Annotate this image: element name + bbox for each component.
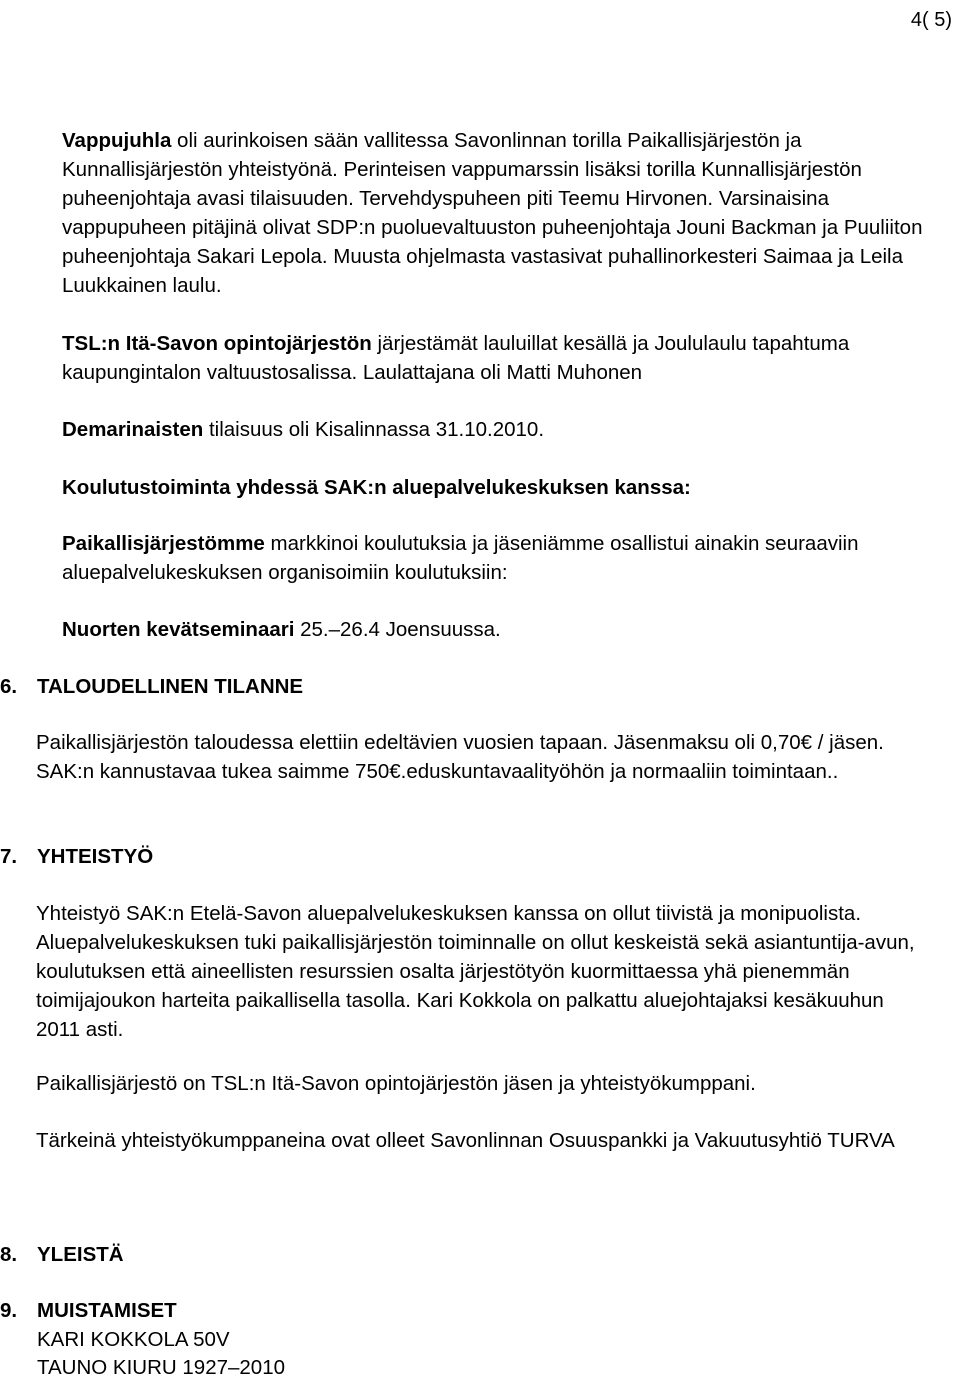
paragraph-kumppanit: Tärkeinä yhteistyökumppaneina ovat olleet Savonlinnan Osuuspankki ja Vakuutusyhtiö TURVA — [36, 1129, 895, 1152]
paragraph-bold-lead: Vappujuhla — [62, 129, 172, 152]
section-heading-9 — [0, 1297, 177, 1325]
paragraph-bold-lead: Paikallisjärjestömme — [62, 532, 265, 555]
paragraph-bold-lead: TSL:n Itä-Savon opintojärjestön — [62, 332, 372, 355]
section-title: MUISTAMISET — [37, 1299, 177, 1322]
muistamiset-line: TAUNO KIURU 1927–2010 — [37, 1356, 286, 1379]
section-title: YLEISTÄ — [37, 1243, 124, 1266]
paragraph-text: järjestämät lauluillat kesällä ja Joululaulu tapahtuma kaupungintalon valtuustosalissa. Laulattajana oli Matti Muhonen — [62, 332, 850, 384]
paragraph-talous: Paikallisjärjestön taloudessa elettiin edeltävien vuosien tapaan. Jäsenmaksu oli 0,70€ / jäsen. SAK:n kannustavaa tukea saimme 750€.eduskuntavaalityöhön ja normaaliin toimintaan.. — [36, 731, 884, 783]
section-title: YHTEISTYÖ — [37, 845, 154, 868]
page-number: 4( 5) — [910, 9, 952, 31]
paragraph-demarinaiset — [62, 415, 934, 444]
paragraph-text: oli aurinkoisen sään vallitessa Savonlinnan torilla Paikallisjärjestön ja Kunnallisjärjestön yhteistyönä. Perinteisen vappumarssin lisäksi torilla Kunnallisjärjestön puheenjohtaja avasi tilaisuuden. Tervehdyspuheen piti Teemu Hirvonen. Varsinaisina vappupuheen pitäjinä olivat SDP:n puoluevaltuuston puheenjohtaja Jouni Backman ja Puuliiton puheenjohtaja Sakari Lepola. Muusta ohjelmasta vastasivat puhallinorkesteri Saimaa ja Leila Luukkainen laulu. — [62, 129, 923, 297]
paragraph-tsl — [62, 329, 934, 387]
paragraph-bold-lead: Demarinaisten — [62, 418, 204, 441]
section-number: 8. — [0, 1243, 18, 1266]
paragraph-bold-lead: Nuorten kevätseminaari — [62, 618, 295, 641]
paragraph-text: 25.–26.4 Joensuussa. — [294, 618, 501, 641]
paragraph-text: tilaisuus oli Kisalinnassa 31.10.2010. — [203, 418, 545, 441]
section-heading-6 — [0, 672, 303, 701]
paragraph-paikallisjarjestomme — [62, 529, 934, 587]
paragraph-koulutustoiminta: Koulutustoiminta yhdessä SAK:n aluepalvelukeskuksen kanssa: — [62, 476, 691, 499]
paragraph-jasenyys: Paikallisjärjestö on TSL:n Itä-Savon opintojärjestön jäsen ja yhteistyökumppani. — [36, 1072, 756, 1095]
section-number: 6. — [0, 675, 18, 698]
paragraph-text: markkinoi koulutuksia ja jäseniämme osallistui ainakin seuraaviin aluepalvelukeskuksen organisoimiin koulutuksiin: — [62, 532, 859, 584]
muistamiset-list — [37, 1326, 930, 1382]
section-heading-8 — [0, 1240, 124, 1269]
section-title: TALOUDELLINEN TILANNE — [37, 675, 304, 698]
section-number: 7. — [0, 845, 18, 868]
paragraph-nuorten-seminaari — [62, 615, 934, 644]
section-number: 9. — [0, 1299, 18, 1322]
section-heading-7 — [0, 842, 153, 871]
paragraph-vappujuhla — [62, 126, 934, 300]
paragraph-yhteistyo: Yhteistyö SAK:n Etelä-Savon aluepalvelukeskuksen kanssa on ollut tiivistä ja monipuolista. Aluepalvelukeskuksen tuki paikallisjärjestön toiminnalle on ollut keskeistä sekä asiantuntija-avun, koulutuksen että aineellisten resurssien osalta järjestötyön kuormittaessa yhä pienemmän toimijajoukon harteita paikallisella tasolla. Kari Kokkola on palkattu aluejohtajaksi kesäkuuhun 2011 asti. — [36, 902, 915, 1041]
muistamiset-line: KARI KOKKOLA 50V — [37, 1328, 230, 1351]
